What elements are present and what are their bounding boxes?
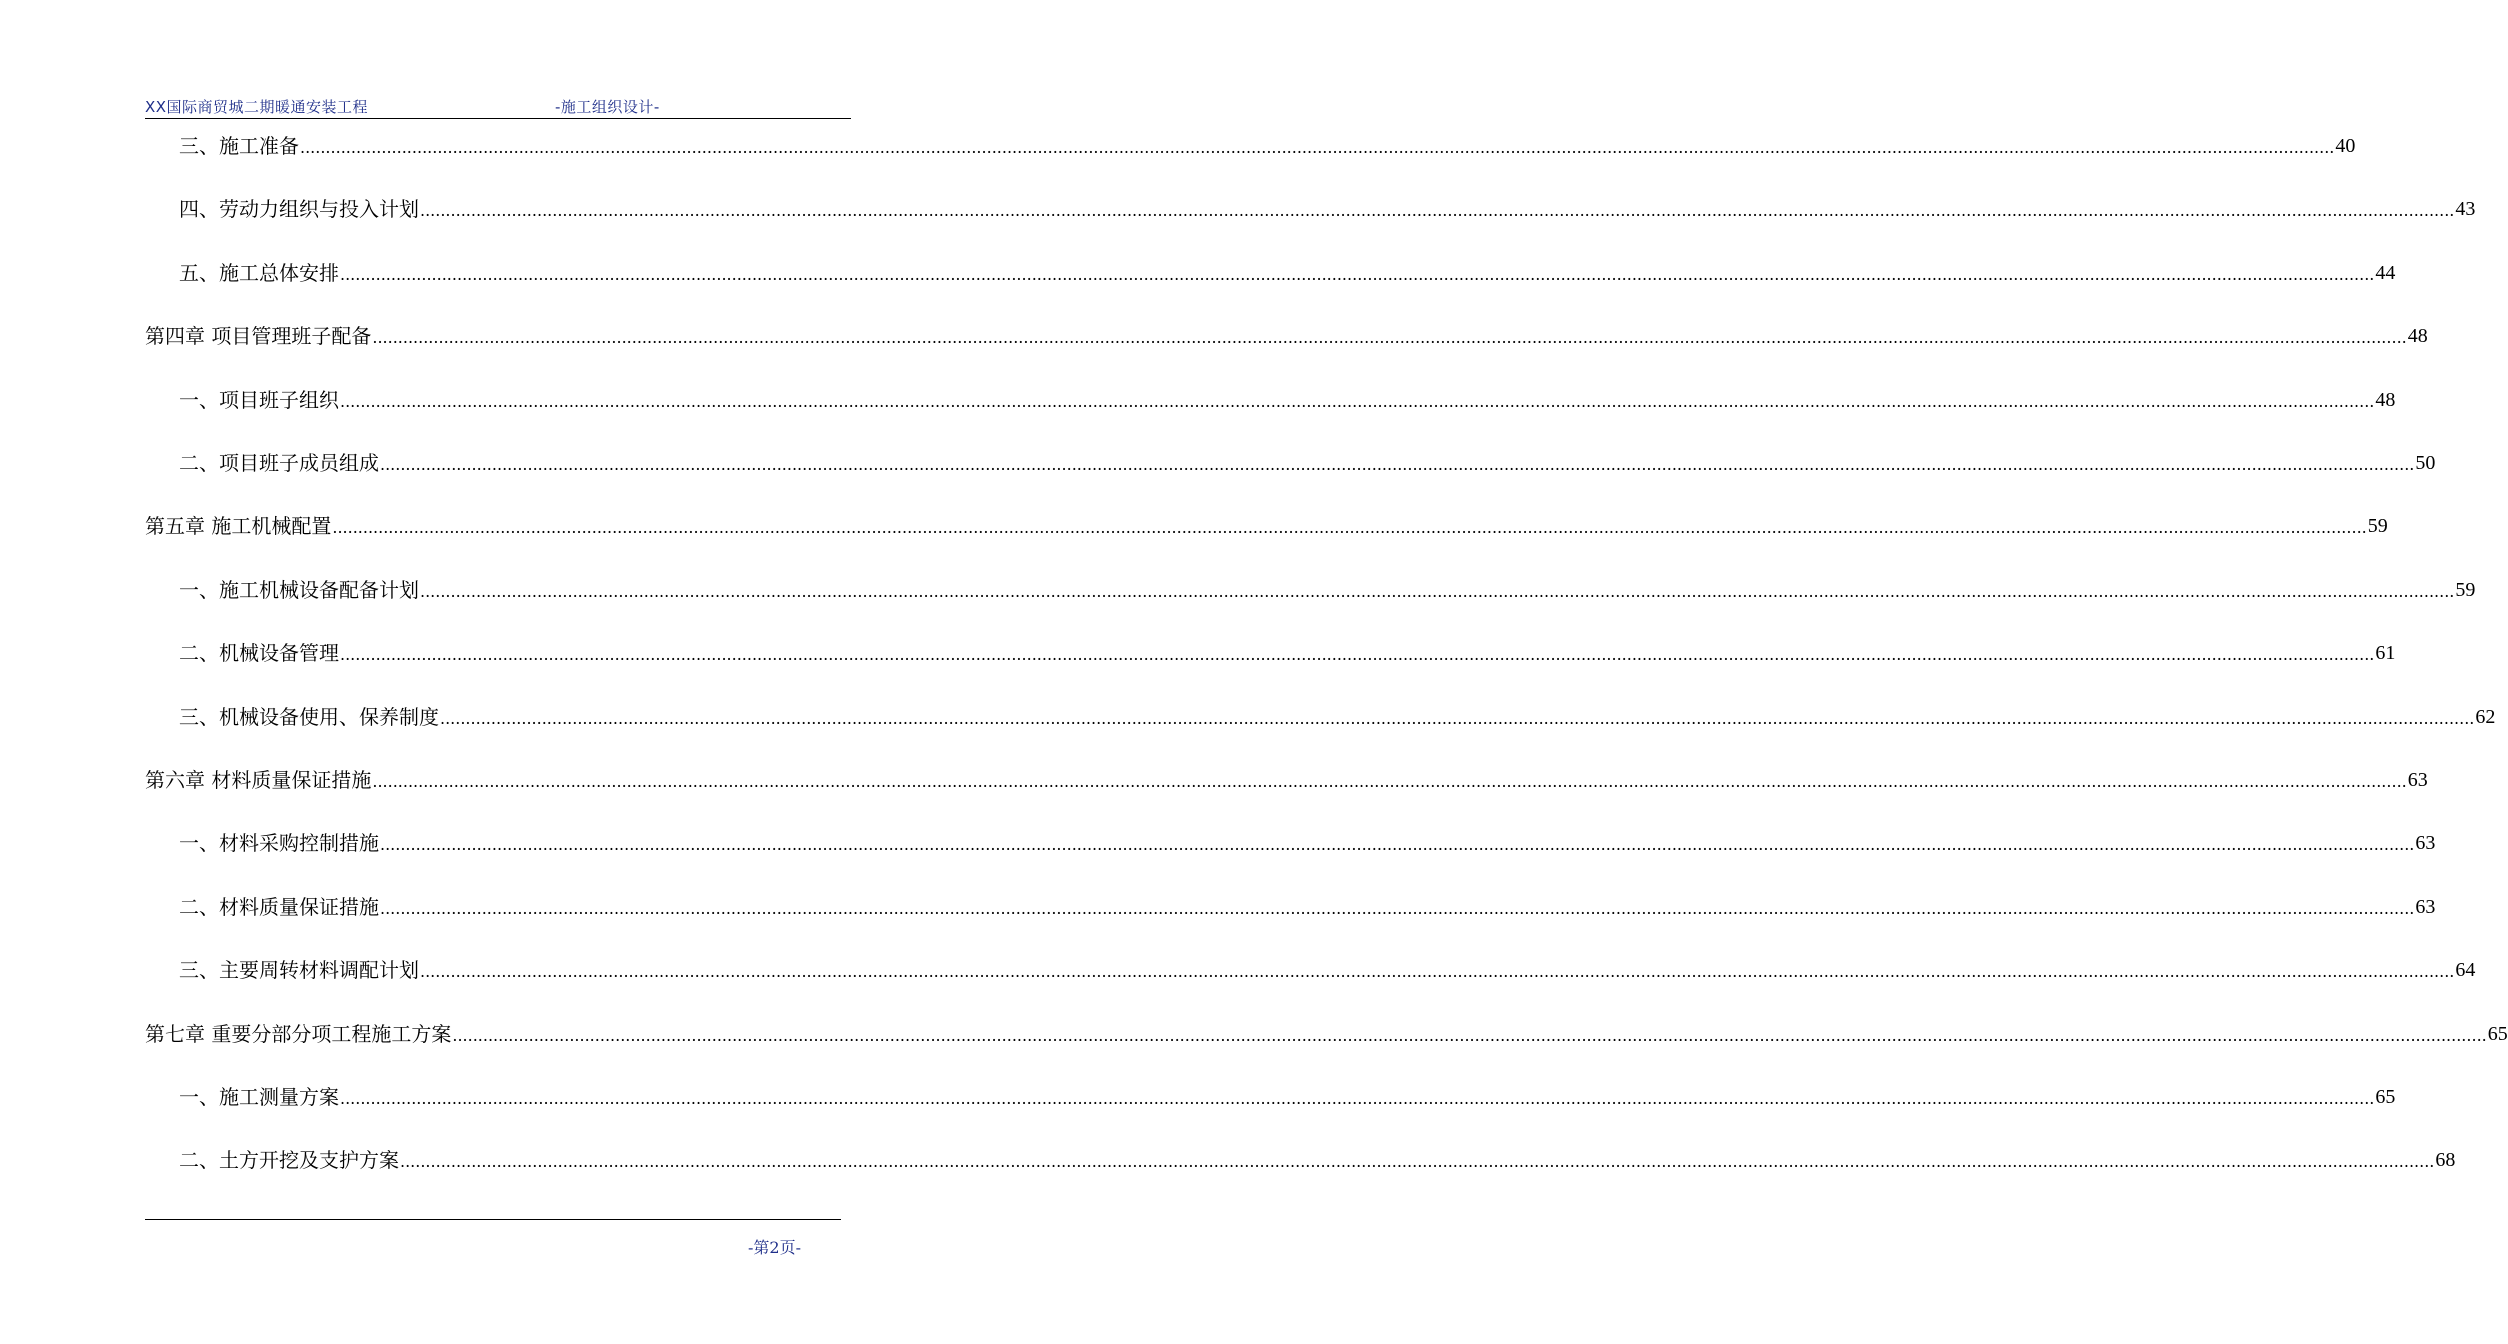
toc-entry-title: 一、项目班子组织 xyxy=(179,388,339,412)
toc-dot-leader: ................................................................................................................................................................................................................................................................................................................................................................................................................ xyxy=(420,962,2455,981)
toc-entry-page-number: 50 xyxy=(2415,452,2436,474)
toc-entry-title: 三、机械设备使用、保养制度 xyxy=(179,705,439,729)
toc-dot-leader: ................................................................................................................................................................................................................................................................................................................................................................................................................ xyxy=(340,265,2375,284)
toc-entry-title: 第四章 项目管理班子配备 xyxy=(145,324,372,348)
toc-chapter-entry[interactable] xyxy=(145,1019,2508,1049)
toc-dot-leader: ................................................................................................................................................................................................................................................................................................................................................................................................................ xyxy=(452,1026,2487,1045)
toc-entry-page-number: 65 xyxy=(2375,1086,2396,1108)
toc-section-entry[interactable] xyxy=(179,194,2476,224)
toc-dot-leader: ................................................................................................................................................................................................................................................................................................................................................................................................................ xyxy=(420,201,2455,220)
toc-chapter-entry[interactable] xyxy=(145,321,2428,351)
toc-section-entry[interactable] xyxy=(179,131,2356,161)
toc-section-entry[interactable] xyxy=(179,448,2436,478)
footer-page-number: -第2页- xyxy=(748,1238,801,1257)
toc-entry-title: 二、项目班子成员组成 xyxy=(179,451,379,475)
footer-divider xyxy=(145,1219,841,1220)
toc-entry-page-number: 59 xyxy=(2455,579,2476,601)
toc-chapter-entry[interactable] xyxy=(145,765,2428,795)
toc-section-entry[interactable] xyxy=(179,1082,2396,1112)
toc-section-entry[interactable] xyxy=(179,702,2496,732)
toc-section-entry[interactable] xyxy=(179,258,2396,288)
toc-entry-page-number: 63 xyxy=(2415,896,2436,918)
toc-dot-leader: ................................................................................................................................................................................................................................................................................................................................................................................................................ xyxy=(300,138,2335,157)
toc-entry-page-number: 43 xyxy=(2455,198,2476,220)
toc-entry-title: 四、劳动力组织与投入计划 xyxy=(179,197,419,221)
toc-entry-title: 三、主要周转材料调配计划 xyxy=(179,958,419,982)
toc-entry-page-number: 48 xyxy=(2375,389,2396,411)
header-project-title: XX国际商贸城二期暖通安装工程 xyxy=(145,98,369,116)
toc-dot-leader: ................................................................................................................................................................................................................................................................................................................................................................................................................ xyxy=(340,1089,2375,1108)
page-header xyxy=(145,94,851,119)
toc-entry-page-number: 68 xyxy=(2435,1149,2456,1171)
toc-entry-title: 第六章 材料质量保证措施 xyxy=(145,768,372,792)
toc-entry-page-number: 48 xyxy=(2407,325,2428,347)
toc-section-entry[interactable] xyxy=(179,955,2476,985)
toc-section-entry[interactable] xyxy=(179,828,2436,858)
toc-chapter-entry[interactable] xyxy=(145,511,2388,541)
toc-section-entry[interactable] xyxy=(179,1145,2456,1175)
toc-entry-page-number: 62 xyxy=(2475,706,2496,728)
toc-entry-title: 五、施工总体安排 xyxy=(179,261,339,285)
toc-dot-leader: ................................................................................................................................................................................................................................................................................................................................................................................................................ xyxy=(420,582,2455,601)
toc-entry-page-number: 65 xyxy=(2487,1023,2508,1045)
toc-section-entry[interactable] xyxy=(179,385,2396,415)
toc-entry-page-number: 44 xyxy=(2375,262,2396,284)
toc-entry-page-number: 63 xyxy=(2407,769,2428,791)
toc-entry-page-number: 63 xyxy=(2415,832,2436,854)
toc-dot-leader: ................................................................................................................................................................................................................................................................................................................................................................................................................ xyxy=(372,772,2407,791)
toc-dot-leader: ................................................................................................................................................................................................................................................................................................................................................................................................................ xyxy=(380,835,2415,854)
toc-entry-page-number: 40 xyxy=(2335,135,2356,157)
toc-dot-leader: ................................................................................................................................................................................................................................................................................................................................................................................................................ xyxy=(340,645,2375,664)
toc-dot-leader: ................................................................................................................................................................................................................................................................................................................................................................................................................ xyxy=(372,328,2407,347)
toc-dot-leader: ................................................................................................................................................................................................................................................................................................................................................................................................................ xyxy=(380,899,2415,918)
toc-entry-title: 二、机械设备管理 xyxy=(179,641,339,665)
toc-entry-title: 一、材料采购控制措施 xyxy=(179,831,379,855)
toc-entry-title: 第五章 施工机械配置 xyxy=(145,514,332,538)
toc-dot-leader: ................................................................................................................................................................................................................................................................................................................................................................................................................ xyxy=(400,1152,2435,1171)
toc-section-entry[interactable] xyxy=(179,638,2396,668)
toc-dot-leader: ................................................................................................................................................................................................................................................................................................................................................................................................................ xyxy=(440,709,2475,728)
toc-entry-title: 一、施工测量方案 xyxy=(179,1085,339,1109)
toc-entry-page-number: 59 xyxy=(2367,515,2388,537)
toc-entry-page-number: 61 xyxy=(2375,642,2396,664)
toc-entry-title: 三、施工准备 xyxy=(179,134,299,158)
toc-entry-title: 一、施工机械设备配备计划 xyxy=(179,578,419,602)
toc-section-entry[interactable] xyxy=(179,575,2476,605)
header-document-type: -施工组织设计- xyxy=(555,98,660,116)
toc-entry-title: 第七章 重要分部分项工程施工方案 xyxy=(145,1022,452,1046)
toc-dot-leader: ................................................................................................................................................................................................................................................................................................................................................................................................................ xyxy=(340,392,2375,411)
toc-entry-title: 二、土方开挖及支护方案 xyxy=(179,1148,399,1172)
toc-entry-title: 二、材料质量保证措施 xyxy=(179,895,379,919)
toc-dot-leader: ................................................................................................................................................................................................................................................................................................................................................................................................................ xyxy=(380,455,2415,474)
toc-entry-page-number: 64 xyxy=(2455,959,2476,981)
toc-section-entry[interactable] xyxy=(179,892,2436,922)
toc-dot-leader: ................................................................................................................................................................................................................................................................................................................................................................................................................ xyxy=(332,518,2367,537)
